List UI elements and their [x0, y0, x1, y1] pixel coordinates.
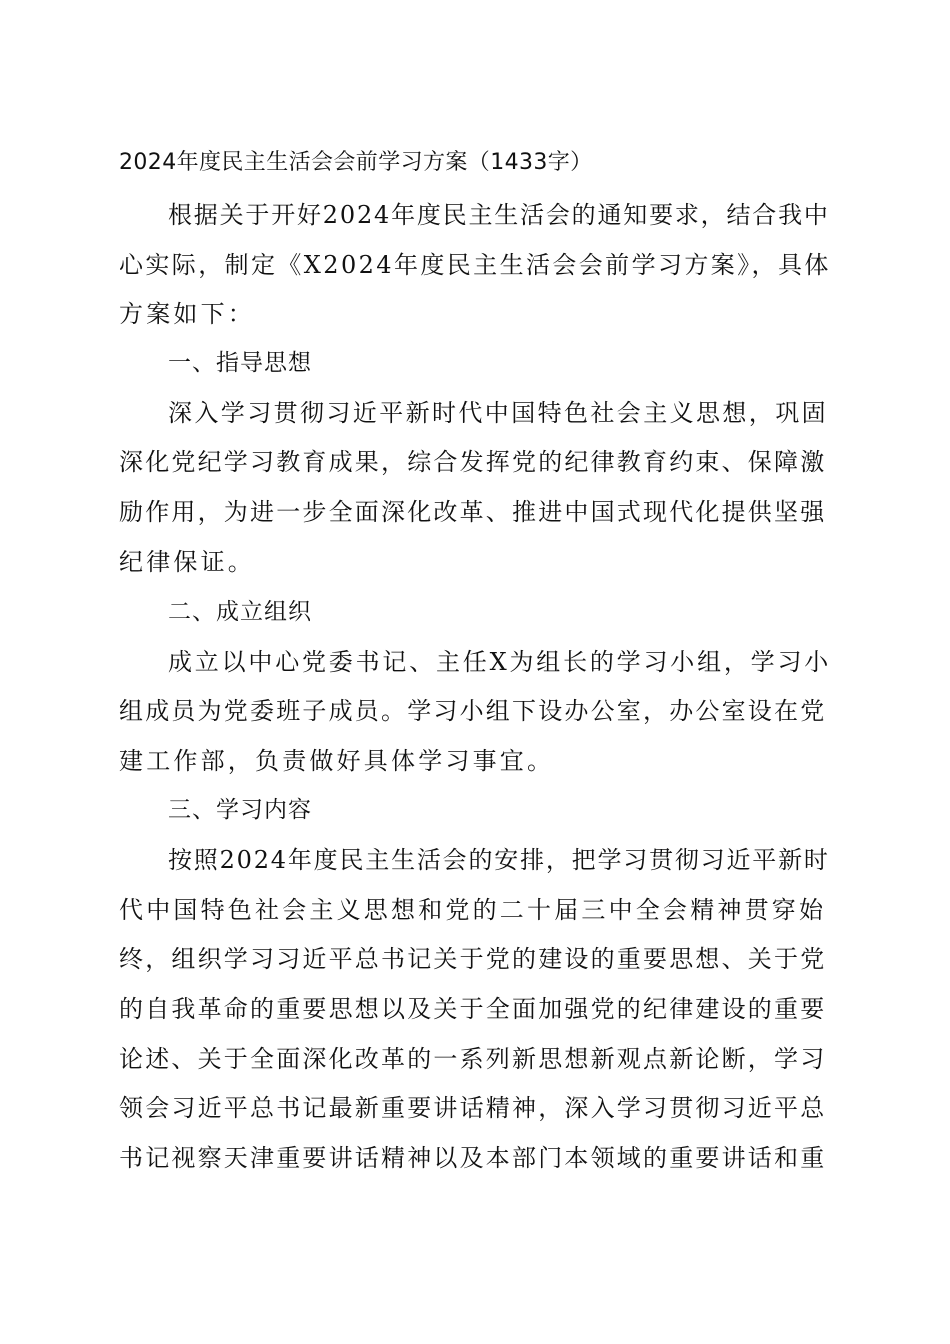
section3-line-4: 的自我革命的重要思想以及关于全面加强党的纪律建设的重要 [119, 995, 827, 1023]
section1-line-1: 深入学习贯彻习近平新时代中国特色社会主义思想，巩固 [168, 399, 828, 427]
intro-line-3: 方案如下： [119, 300, 255, 328]
section-heading-organization: 二、成立组织 [168, 599, 312, 625]
section3-line-3: 终，组织学习习近平总书记关于党的建设的重要思想、关于党 [119, 945, 827, 973]
section3-line-1: 按照2024年度民主生活会的安排，把学习贯彻习近平新时 [168, 846, 830, 874]
section1-line-4: 纪律保证。 [119, 548, 255, 576]
document-title: 2024年度民主生活会会前学习方案（1433字） [119, 150, 593, 175]
section2-line-2: 组成员为党委班子成员。学习小组下设办公室，办公室设在党 [119, 697, 827, 725]
section1-line-2: 深化党纪学习教育成果，综合发挥党的纪律教育约束、保障激 [119, 448, 827, 476]
section1-line-3: 励作用，为进一步全面深化改革、推进中国式现代化提供坚强 [119, 498, 827, 526]
section-heading-guiding-thought: 一、指导思想 [168, 350, 312, 376]
section3-line-2: 代中国特色社会主义思想和党的二十届三中全会精神贯穿始 [119, 896, 827, 924]
intro-line-1: 根据关于开好2024年度民主生活会的通知要求，结合我中 [168, 201, 830, 229]
section2-line-3: 建工作部，负责做好具体学习事宜。 [119, 747, 555, 775]
intro-line-2: 心实际，制定《X2024年度民主生活会会前学习方案》，具体 [119, 251, 831, 279]
section3-line-7: 书记视察天津重要讲话精神以及本部门本领域的重要讲话和重 [119, 1144, 827, 1172]
section-heading-study-content: 三、学习内容 [168, 797, 312, 823]
section3-line-6: 领会习近平总书记最新重要讲话精神，深入学习贯彻习近平总 [119, 1094, 827, 1122]
section2-line-1: 成立以中心党委书记、主任X为组长的学习小组，学习小 [168, 648, 832, 676]
section3-line-5: 论述、关于全面深化改革的一系列新思想新观点新论断，学习 [119, 1045, 827, 1073]
